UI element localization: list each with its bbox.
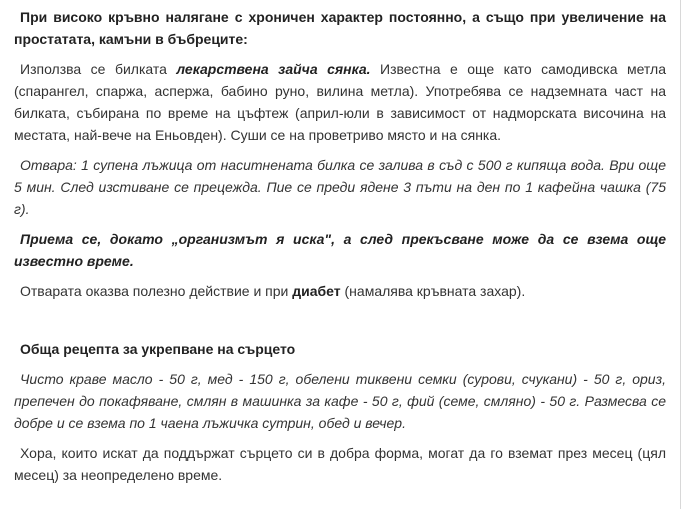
herb-intro-rest: Известна е още като самодивска метла (спарангел, спаржа, аспержа, бабино руно, вилина метла). Употребява се надземната част на билката, събирана по време на цъфтеж (април-юли в зависимост от надморската височина на местата, най-вече на Еньовден). Суши се на проветриво място и на сянка. <box>14 61 666 143</box>
herb-intro-paragraph <box>14 58 666 146</box>
herb-intro-start: Използва се билката <box>20 61 177 77</box>
dosage-note: Приема се, докато „организмът я иска", а след прекъсване може да се взема още известно време. <box>14 231 666 269</box>
heart-recipe-paragraph: Чисто краве масло - 50 г, мед - 150 г, обелени тиквени семки (сурови, счукани) - 50 г, ориз, препечен до покафяване, смлян в машинка за кафе - 50 г, фий (семе, смляно) - 50 г. Размесва се добре и се взема по 1 чаена лъжичка сутрин, обед и вечер. <box>14 371 666 431</box>
herb-name: лекарствена зайча сянка. <box>176 61 371 77</box>
section-heading-blood-pressure: При високо кръвно налягане с хроничен характер постоянно, а също при увеличение на простатата, камъни в бъбреците: <box>14 9 666 47</box>
article-body <box>14 6 666 494</box>
section-spacer <box>14 310 666 338</box>
heart-closing-paragraph: Хора, които искат да поддържат сърцето си в добра форма, могат да го вземат през месец (цял месец) за неопределено време. <box>14 445 666 483</box>
preparation-paragraph: Отвара: 1 супена лъжица от наситнената билка се залива в съд с 500 г кипяща вода. Ври още 5 мин. След изстиване се прецежда. Пие се преди ядене 3 пъти на ден по 1 кафейна чашка (75 г). <box>14 157 666 217</box>
diabetes-paragraph <box>14 280 666 302</box>
diabetes-text-start: Отварата оказва полезно действие и при <box>20 283 293 299</box>
diabetes-text-end: (намалява кръвната захар). <box>340 283 526 299</box>
diabetes-word: диабет <box>292 283 341 299</box>
section-heading-heart: Обща рецепта за укрепване на сърцето <box>20 341 296 357</box>
